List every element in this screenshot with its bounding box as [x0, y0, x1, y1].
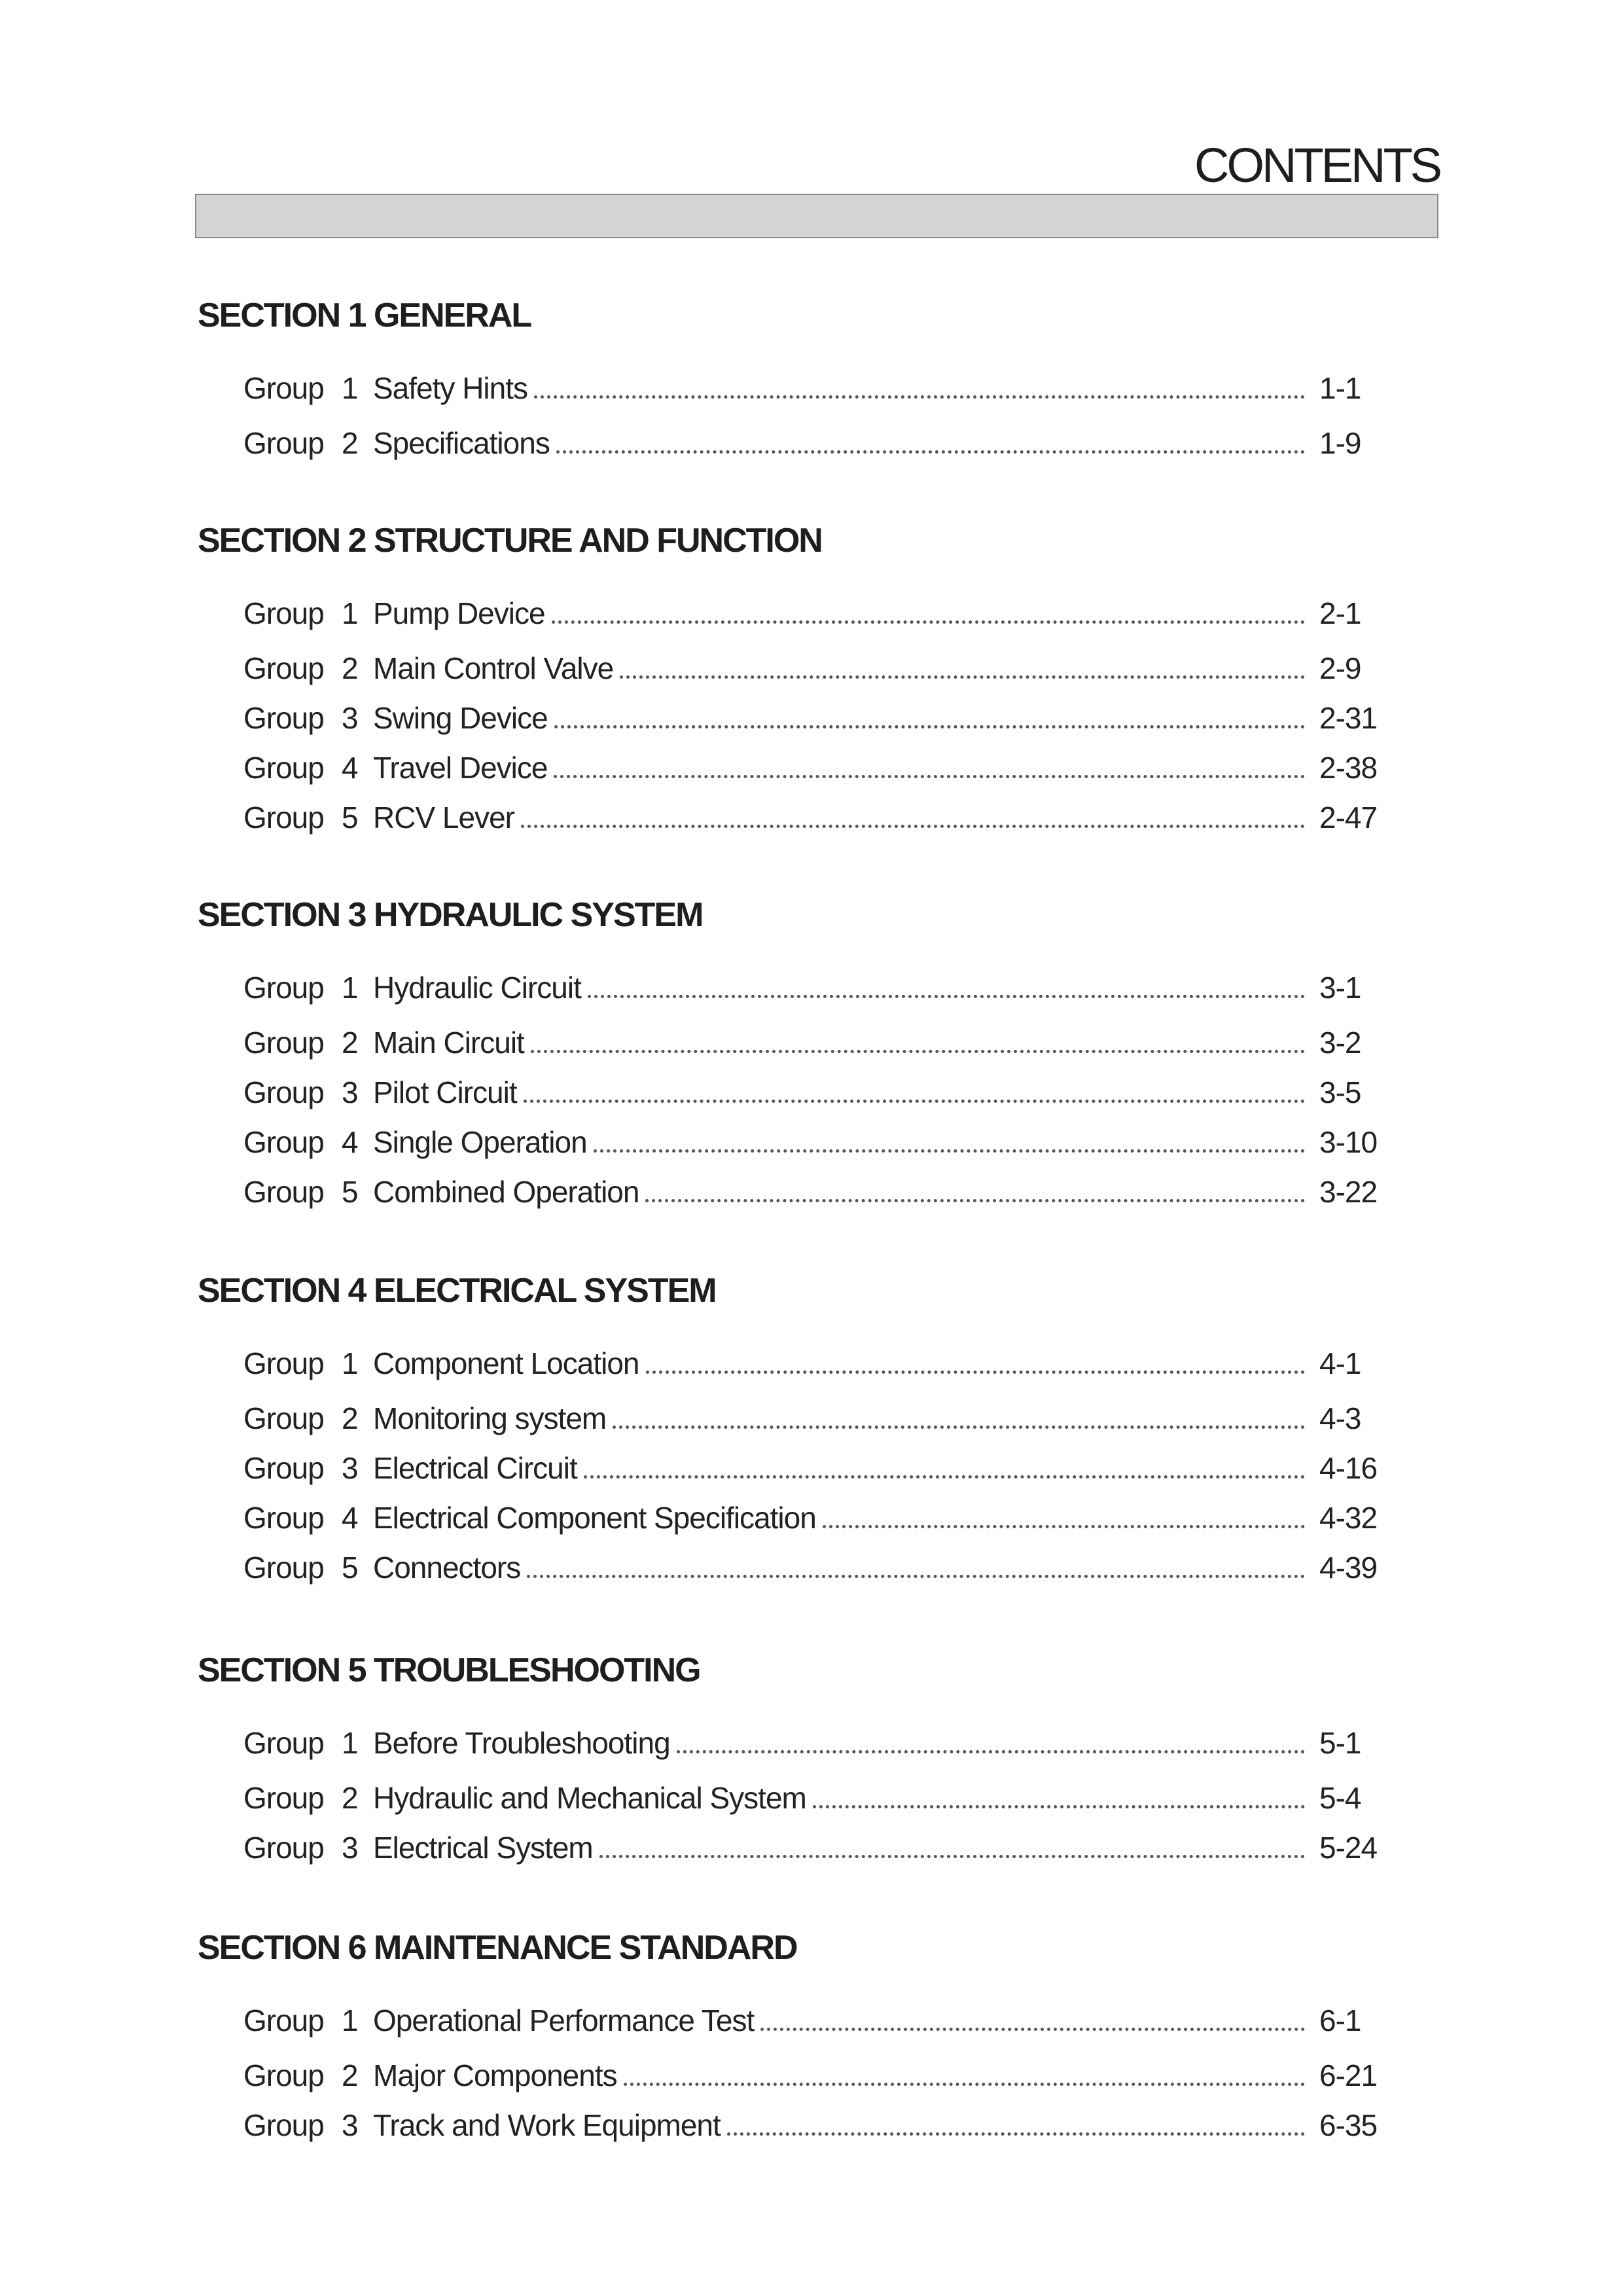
group-title: Electrical System	[373, 1831, 593, 1865]
toc-entry[interactable]	[243, 428, 1399, 478]
group-number: 1	[342, 2003, 358, 2037]
group-title: Travel Device	[373, 751, 548, 785]
page-number: 2-9	[1319, 651, 1361, 685]
section-heading: SECTION 4 ELECTRICAL SYSTEM	[198, 1272, 716, 1310]
group-title: Main Control Valve	[373, 651, 614, 685]
dot-leader	[594, 1149, 1305, 1153]
section-heading: SECTION 1 GENERAL	[198, 296, 531, 334]
toc-entry[interactable]	[243, 1403, 1399, 1453]
page-number: 6-21	[1319, 2058, 1378, 2092]
toc-entry[interactable]	[243, 1833, 1399, 1882]
group-word: Group	[243, 596, 324, 630]
group-number: 1	[342, 371, 358, 405]
page-number: 4-3	[1319, 1401, 1361, 1435]
group-title: Electrical Circuit	[373, 1451, 577, 1485]
group-word: Group	[243, 701, 324, 735]
section-heading: SECTION 2 STRUCTURE AND FUNCTION	[198, 522, 822, 560]
group-word: Group	[243, 1075, 324, 1109]
toc-entry[interactable]	[243, 373, 1399, 428]
group-word: Group	[243, 1026, 324, 1060]
toc-entry[interactable]	[243, 2060, 1399, 2110]
group-number: 3	[342, 701, 358, 735]
dot-leader	[677, 1750, 1305, 1753]
page-number: 4-16	[1319, 1451, 1378, 1485]
toc-section-1	[198, 298, 1399, 478]
dot-leader	[645, 1199, 1305, 1202]
group-title: Before Troubleshooting	[373, 1726, 670, 1760]
group-number: 3	[342, 1831, 358, 1865]
group-title: Component Location	[373, 1346, 639, 1380]
toc-entry[interactable]	[243, 653, 1399, 703]
group-number: 3	[342, 1451, 358, 1485]
page-number: 5-24	[1319, 1831, 1378, 1865]
dot-leader	[552, 620, 1305, 624]
dot-leader	[599, 1855, 1305, 1858]
page-number: 2-38	[1319, 751, 1378, 785]
group-title: Pilot Circuit	[373, 1075, 517, 1109]
page-number: 2-1	[1319, 596, 1361, 630]
dot-leader	[760, 2028, 1305, 2031]
toc-entry[interactable]	[243, 1552, 1399, 1602]
group-number: 1	[342, 971, 358, 1005]
dot-leader	[613, 1426, 1305, 1429]
page-number: 6-1	[1319, 2003, 1361, 2037]
group-title: RCV Lever	[373, 800, 514, 834]
group-title: Combined Operation	[373, 1175, 639, 1209]
group-word: Group	[243, 1401, 324, 1435]
group-number: 5	[342, 800, 358, 834]
group-number: 2	[342, 426, 358, 460]
section-heading: SECTION 6 MAINTENANCE STANDARD	[198, 1929, 797, 1967]
group-word: Group	[243, 2108, 324, 2142]
group-word: Group	[243, 1175, 324, 1209]
toc-entry[interactable]	[243, 973, 1399, 1028]
toc-entry[interactable]	[243, 1728, 1399, 1783]
page-number: 5-1	[1319, 1726, 1361, 1760]
toc-entry[interactable]	[243, 598, 1399, 653]
group-title: Swing Device	[373, 701, 548, 735]
toc-section-3	[198, 898, 1399, 1227]
page-number: 4-39	[1319, 1551, 1378, 1585]
dot-leader	[534, 395, 1305, 399]
group-title: Hydraulic and Mechanical System	[373, 1781, 806, 1815]
group-title: Major Components	[373, 2058, 617, 2092]
dot-leader	[531, 1050, 1305, 1053]
dot-leader	[521, 825, 1305, 828]
page-number: 4-1	[1319, 1346, 1361, 1380]
group-number: 4	[342, 1501, 358, 1535]
toc-section-4	[198, 1274, 1399, 1602]
dot-leader	[823, 1525, 1305, 1528]
page-number: 1-9	[1319, 426, 1361, 460]
group-word: Group	[243, 1726, 324, 1760]
toc-group-list	[198, 373, 1399, 478]
toc-section-5	[198, 1653, 1399, 1882]
group-title: Pump Device	[373, 596, 545, 630]
toc-entry[interactable]	[243, 1503, 1399, 1552]
dot-leader	[554, 775, 1305, 778]
dot-leader	[554, 725, 1305, 728]
group-word: Group	[243, 800, 324, 834]
page-title: CONTENTS	[1194, 138, 1440, 192]
toc-entry[interactable]	[243, 1028, 1399, 1077]
page-number: 3-22	[1319, 1175, 1378, 1209]
toc-entry[interactable]	[243, 2110, 1399, 2160]
toc-group-list	[198, 2005, 1399, 2160]
group-word: Group	[243, 371, 324, 405]
page-number: 3-2	[1319, 1026, 1361, 1060]
dot-leader	[727, 2132, 1305, 2136]
toc-entry[interactable]	[243, 2005, 1399, 2060]
section-heading: SECTION 5 TROUBLESHOOTING	[198, 1651, 700, 1689]
toc-entry[interactable]	[243, 1127, 1399, 1177]
group-number: 5	[342, 1175, 358, 1209]
group-word: Group	[243, 426, 324, 460]
group-title: Safety Hints	[373, 371, 527, 405]
title-bar	[195, 194, 1438, 238]
toc-section-6	[198, 1931, 1399, 2160]
group-title: Hydraulic Circuit	[373, 971, 581, 1005]
group-word: Group	[243, 1501, 324, 1535]
toc-group-list	[198, 598, 1399, 852]
group-title: Connectors	[373, 1551, 521, 1585]
toc-entry[interactable]	[243, 1348, 1399, 1403]
toc-entry[interactable]	[243, 1177, 1399, 1227]
dot-leader	[588, 995, 1305, 998]
group-title: Main Circuit	[373, 1026, 524, 1060]
page-number: 2-31	[1319, 701, 1378, 735]
dot-leader	[556, 450, 1305, 454]
page-number: 4-32	[1319, 1501, 1378, 1535]
group-word: Group	[243, 1451, 324, 1485]
page-number: 5-4	[1319, 1781, 1361, 1815]
group-word: Group	[243, 2058, 324, 2092]
group-title: Monitoring system	[373, 1401, 607, 1435]
group-title: Specifications	[373, 426, 550, 460]
dot-leader	[646, 1371, 1305, 1374]
dot-leader	[527, 1575, 1305, 1578]
group-title: Operational Performance Test	[373, 2003, 755, 2037]
group-number: 3	[342, 1075, 358, 1109]
group-title: Electrical Component Specification	[373, 1501, 816, 1535]
dot-leader	[620, 675, 1305, 679]
group-title: Single Operation	[373, 1125, 587, 1159]
toc-entry[interactable]	[243, 753, 1399, 802]
group-word: Group	[243, 1781, 324, 1815]
toc-entry[interactable]	[243, 1077, 1399, 1127]
group-number: 1	[342, 596, 358, 630]
dot-leader	[624, 2083, 1305, 2086]
group-word: Group	[243, 651, 324, 685]
toc-group-list	[198, 1728, 1399, 1882]
group-word: Group	[243, 1551, 324, 1585]
section-heading: SECTION 3 HYDRAULIC SYSTEM	[198, 896, 703, 934]
group-number: 2	[342, 2058, 358, 2092]
page-number: 3-1	[1319, 971, 1361, 1005]
toc-entry[interactable]	[243, 1783, 1399, 1833]
toc-entry[interactable]	[243, 1453, 1399, 1503]
toc-group-list	[198, 973, 1399, 1227]
group-number: 5	[342, 1551, 358, 1585]
page-number: 1-1	[1319, 371, 1361, 405]
group-number: 2	[342, 1026, 358, 1060]
group-word: Group	[243, 1125, 324, 1159]
group-word: Group	[243, 1346, 324, 1380]
page-number: 3-10	[1319, 1125, 1378, 1159]
group-word: Group	[243, 2003, 324, 2037]
dot-leader	[584, 1475, 1305, 1479]
page-number: 6-35	[1319, 2108, 1378, 2142]
group-number: 4	[342, 751, 358, 785]
group-number: 2	[342, 1401, 358, 1435]
group-number: 2	[342, 1781, 358, 1815]
group-number: 4	[342, 1125, 358, 1159]
group-number: 3	[342, 2108, 358, 2142]
dot-leader	[524, 1100, 1305, 1103]
toc-section-2	[198, 524, 1399, 852]
group-word: Group	[243, 971, 324, 1005]
toc-group-list	[198, 1348, 1399, 1602]
group-title: Track and Work Equipment	[373, 2108, 721, 2142]
group-number: 1	[342, 1346, 358, 1380]
group-word: Group	[243, 1831, 324, 1865]
group-number: 1	[342, 1726, 358, 1760]
page-number: 3-5	[1319, 1075, 1361, 1109]
dot-leader	[813, 1805, 1305, 1808]
toc-entry[interactable]	[243, 802, 1399, 852]
toc-entry[interactable]	[243, 703, 1399, 753]
group-word: Group	[243, 751, 324, 785]
page-number: 2-47	[1319, 800, 1378, 834]
group-number: 2	[342, 651, 358, 685]
